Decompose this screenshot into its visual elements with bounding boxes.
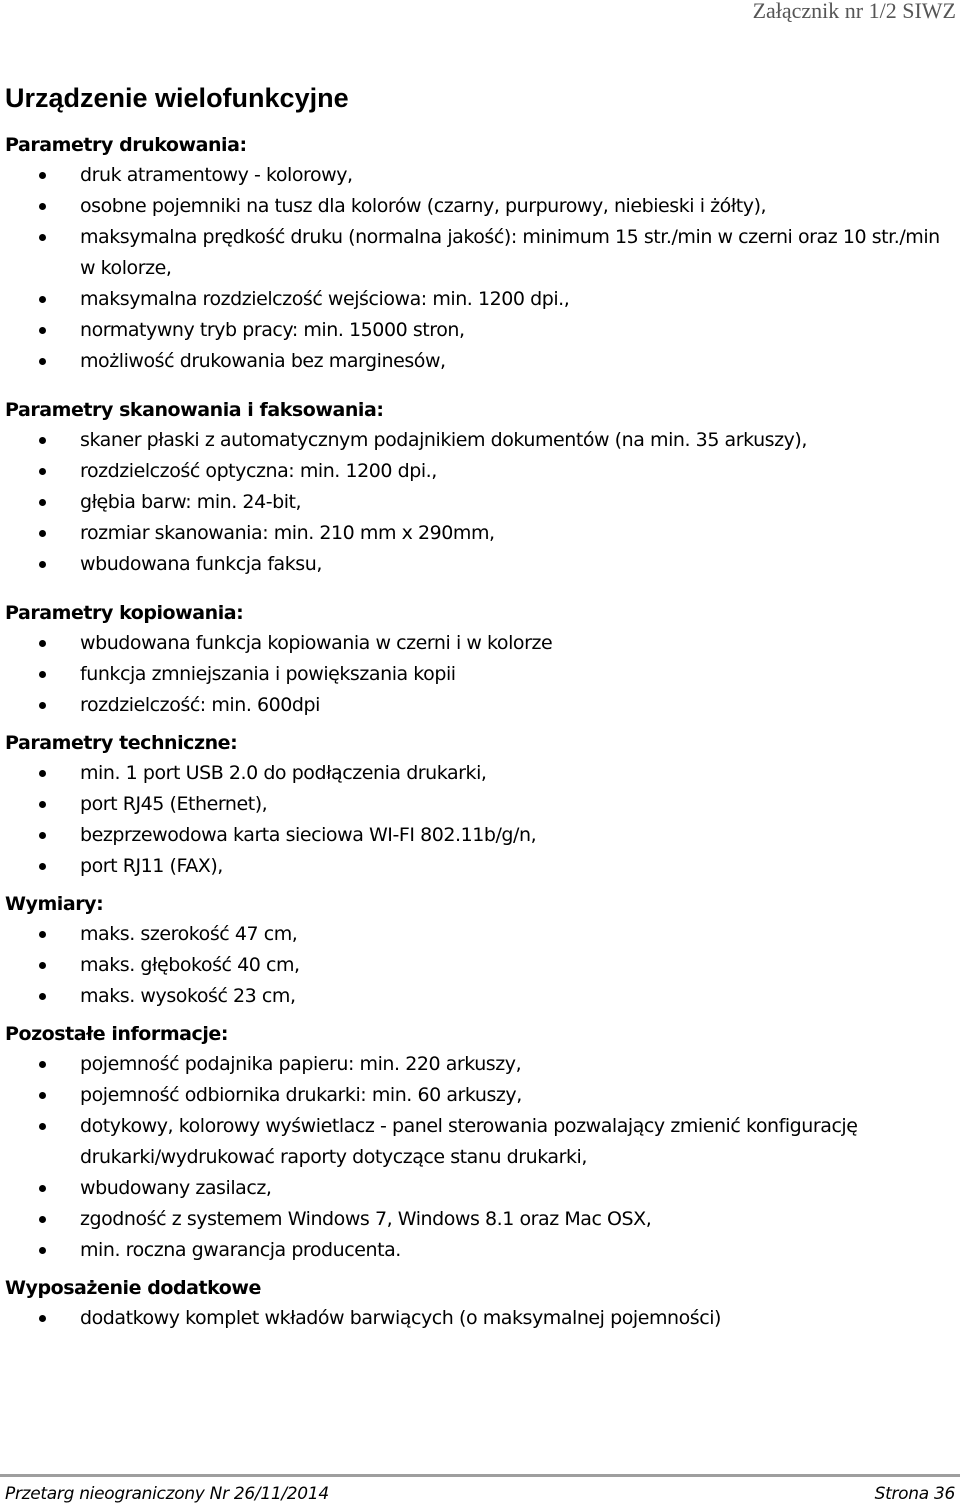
list-item: funkcja zmniejszania i powiększania kopii [5,659,955,690]
spec-list [5,919,955,1012]
list-item: pojemność podajnika papieru: min. 220 arkuszy, [5,1049,955,1080]
list-item: maksymalna rozdzielczość wejściowa: min. 1200 dpi., [5,284,955,315]
bullet-icon [39,234,46,241]
section-scanning-fax [5,395,955,580]
list-item: pojemność odbiornika drukarki: min. 60 arkuszy, [5,1080,955,1111]
bullet-icon [39,770,46,777]
list-item: rozdzielczość: min. 600dpi [5,690,955,721]
bullet-icon [39,296,46,303]
list-item: wbudowana funkcja faksu, [5,549,955,580]
list-item: skaner płaski z automatycznym podajnikiem dokumentów (na min. 35 arkuszy), [5,425,955,456]
document-body [5,130,955,1334]
spec-list [5,1303,955,1334]
bullet-icon [39,962,46,969]
list-item: wbudowany zasilacz, [5,1173,955,1204]
bullet-icon [39,993,46,1000]
list-item: zgodność z systemem Windows 7, Windows 8.1 oraz Mac OSX, [5,1204,955,1235]
document-title: Urządzenie wielofunkcyjne [5,83,349,113]
list-item: maks. szerokość 47 cm, [5,919,955,950]
bullet-icon [39,863,46,870]
list-item: maks. głębokość 40 cm, [5,950,955,981]
bullet-icon [39,671,46,678]
section-heading: Wyposażenie dodatkowe [5,1277,261,1299]
footer-tender-number: Przetarg nieograniczony Nr 26/11/2014 [5,1484,329,1504]
list-item: rozmiar skanowania: min. 210 mm x 290mm, [5,518,955,549]
bullet-icon [39,832,46,839]
list-item: możliwość drukowania bez marginesów, [5,346,955,377]
spec-list [5,758,955,882]
bullet-icon [39,468,46,475]
bullet-icon [39,437,46,444]
list-item: normatywny tryb pracy: min. 15000 stron, [5,315,955,346]
section-copying [5,598,955,721]
bullet-icon [39,327,46,334]
section-heading: Wymiary: [5,893,104,915]
bullet-icon [39,801,46,808]
bullet-icon [39,358,46,365]
section-heading: Parametry techniczne: [5,732,238,754]
attachment-label: Załącznik nr 1/2 SIWZ [752,0,956,23]
section-other-info [5,1019,955,1266]
spec-list [5,160,955,377]
list-item: min. 1 port USB 2.0 do podłączenia drukarki, [5,758,955,789]
bullet-icon [39,1247,46,1254]
bullet-icon [39,530,46,537]
spec-list [5,425,955,580]
list-item: port RJ45 (Ethernet), [5,789,955,820]
list-item: rozdzielczość optyczna: min. 1200 dpi., [5,456,955,487]
section-dimensions [5,889,955,1012]
bullet-icon [39,172,46,179]
section-heading: Pozostałe informacje: [5,1023,229,1045]
list-item: port RJ11 (FAX), [5,851,955,882]
bullet-icon [39,640,46,647]
section-additional-equipment [5,1273,955,1334]
bullet-icon [39,203,46,210]
bullet-icon [39,702,46,709]
footer-page-number: Strona 36 [874,1484,955,1504]
list-item: maksymalna prędkość druku (normalna jakość): minimum 15 str./min w czerni oraz 10 str./min w kolorze, [5,222,955,284]
section-heading: Parametry skanowania i faksowania: [5,399,384,421]
list-item: wbudowana funkcja kopiowania w czerni i w kolorze [5,628,955,659]
section-heading: Parametry kopiowania: [5,602,244,624]
footer-divider [0,1474,960,1477]
list-item: głębia barw: min. 24-bit, [5,487,955,518]
list-item: maks. wysokość 23 cm, [5,981,955,1012]
bullet-icon [39,1092,46,1099]
section-heading: Parametry drukowania: [5,134,247,156]
bullet-icon [39,931,46,938]
list-item: min. roczna gwarancja producenta. [5,1235,955,1266]
section-printing [5,130,955,377]
list-item: dodatkowy komplet wkładów barwiących (o maksymalnej pojemności) [5,1303,955,1334]
bullet-icon [39,499,46,506]
list-item: druk atramentowy - kolorowy, [5,160,955,191]
bullet-icon [39,1216,46,1223]
section-technical [5,728,955,882]
list-item: bezprzewodowa karta sieciowa WI-FI 802.11b/g/n, [5,820,955,851]
bullet-icon [39,1315,46,1322]
spec-list [5,1049,955,1266]
bullet-icon [39,1185,46,1192]
bullet-icon [39,561,46,568]
list-item: osobne pojemniki na tusz dla kolorów (czarny, purpurowy, niebieski i żółty), [5,191,955,222]
bullet-icon [39,1123,46,1130]
bullet-icon [39,1061,46,1068]
list-item: dotykowy, kolorowy wyświetlacz - panel sterowania pozwalający zmienić konfigurację drukarki/wydrukować raporty dotyczące stanu drukarki, [5,1111,955,1173]
spec-list [5,628,955,721]
